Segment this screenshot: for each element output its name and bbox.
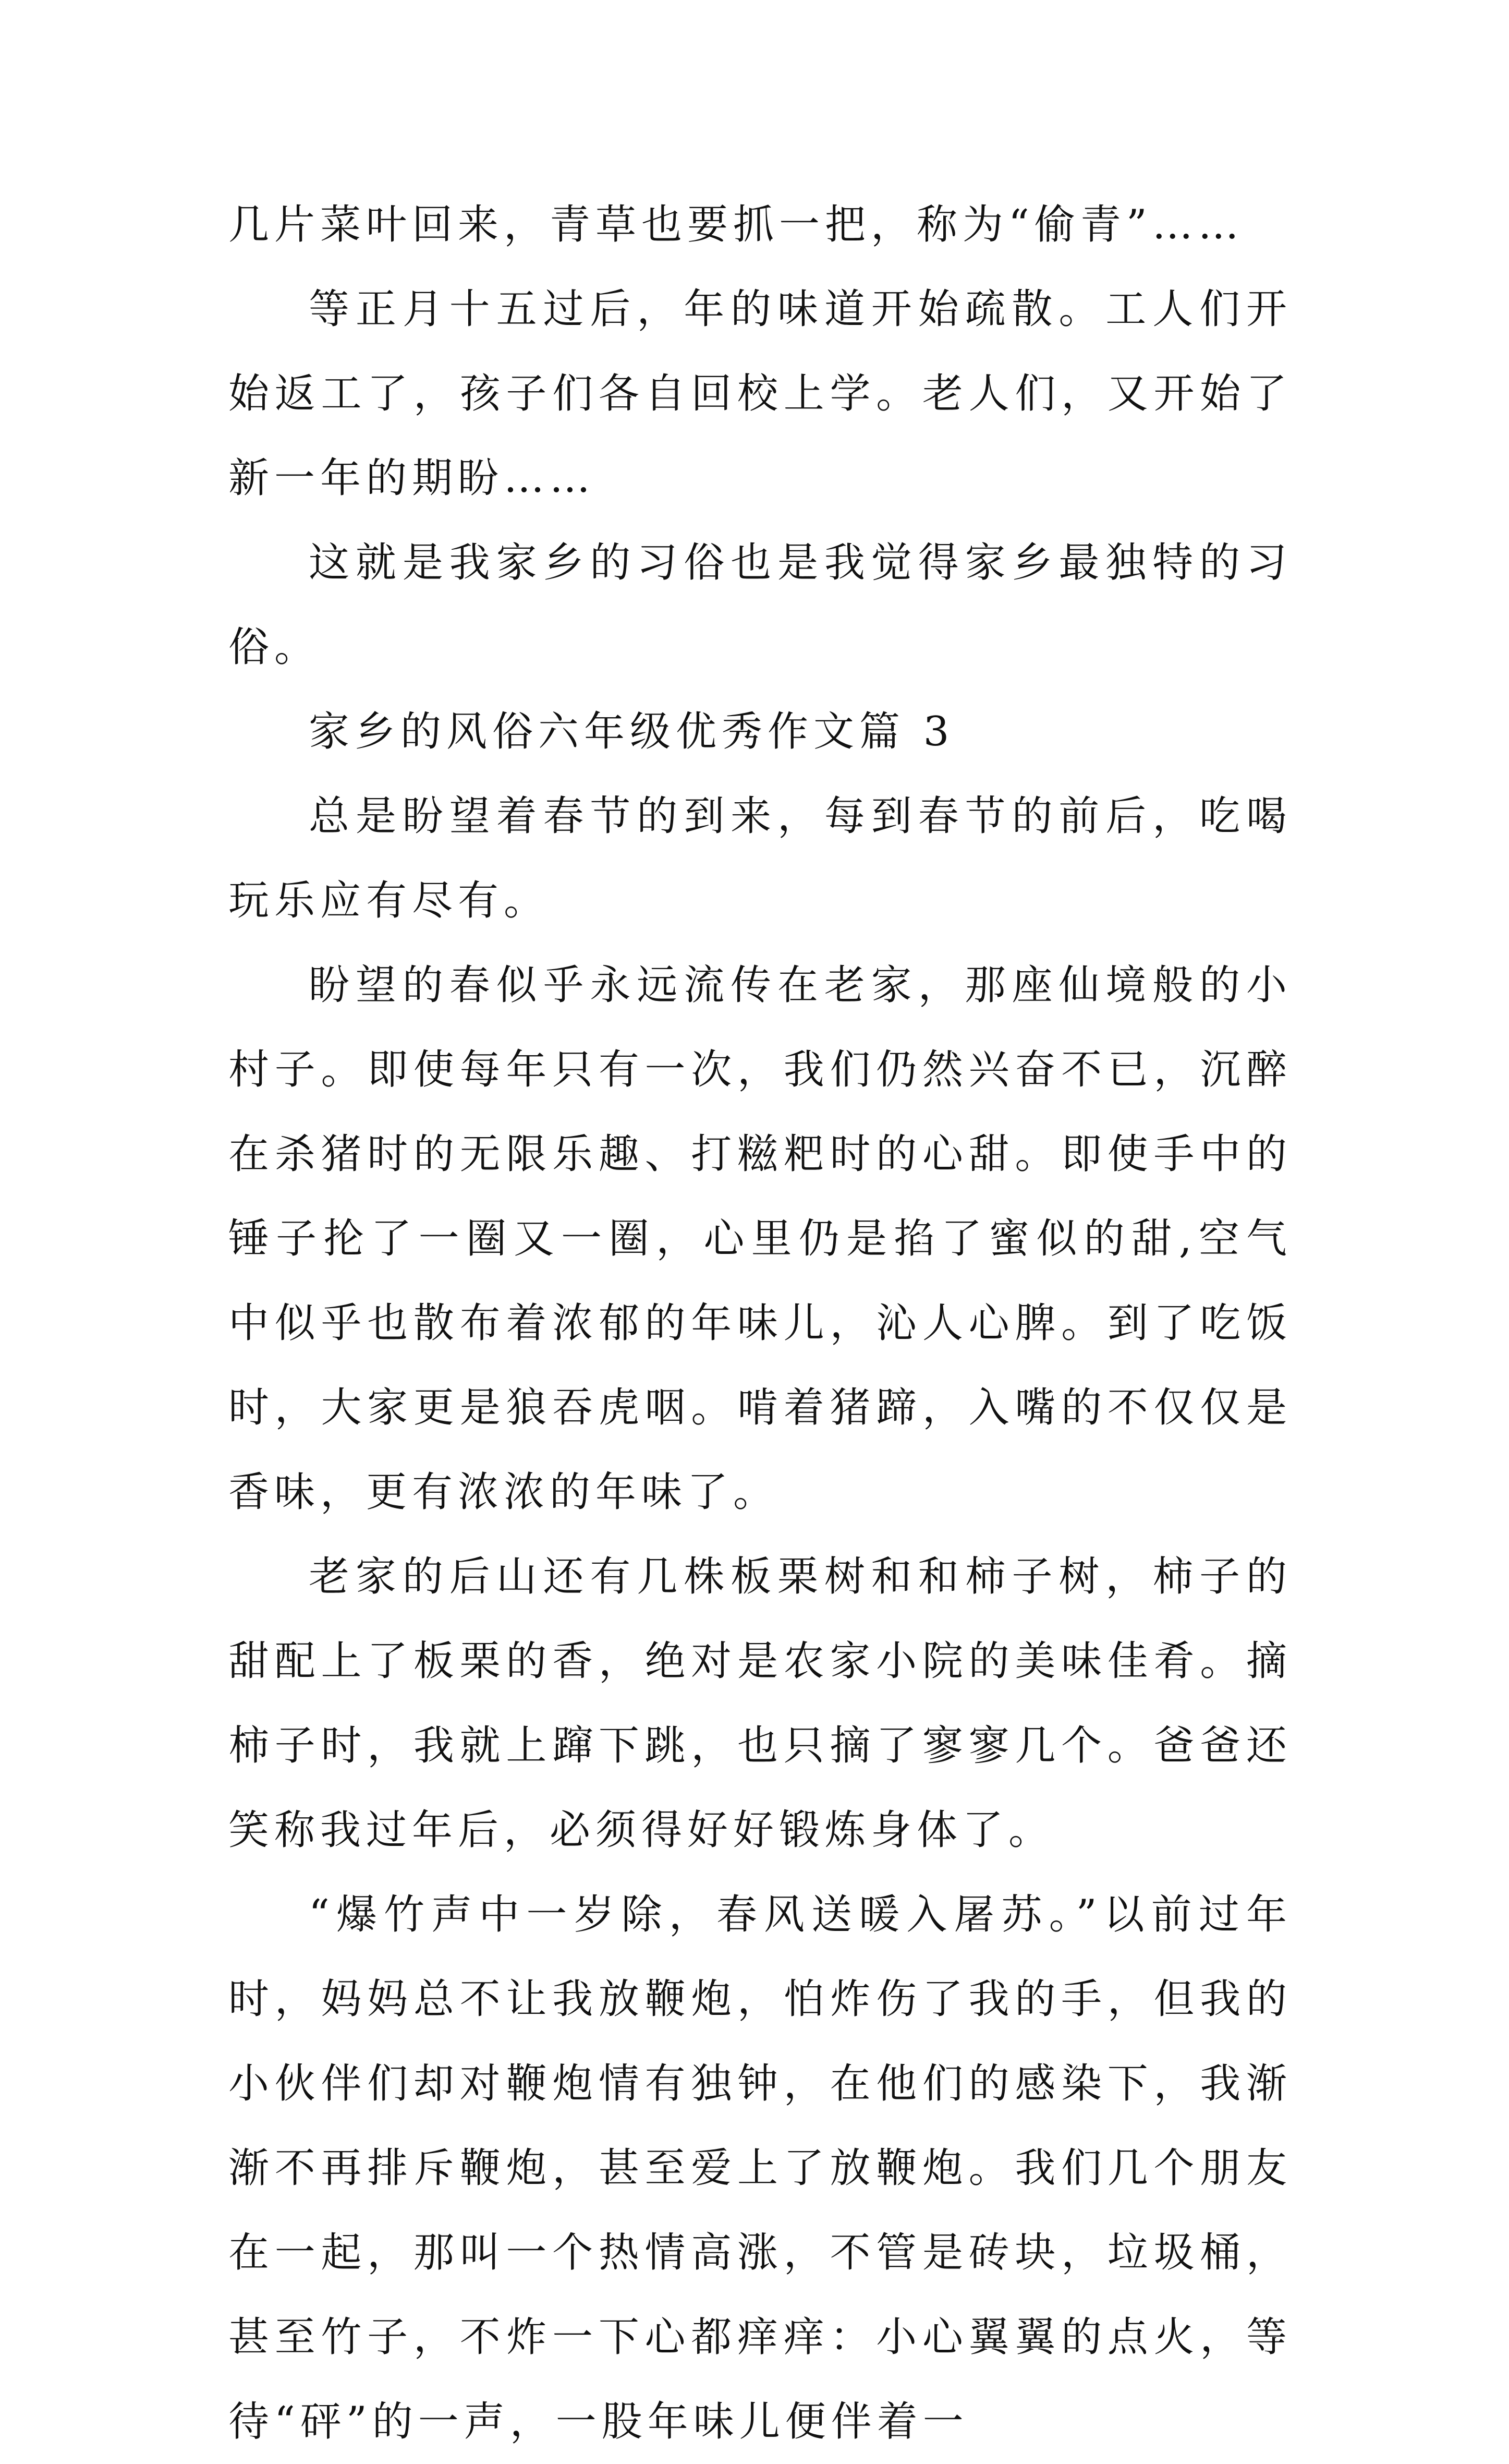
article-paragraph-village: 盼望的春似乎永远流传在老家，那座仙境般的小村子。即使每年只有一次，我们仍然兴奋不已，沉醉在杀猪时的无限乐趣、打糍粑时的心甜。即使手中的锤子抡了一圈又一圈，心里仍是掐了蜜似的甜,空气中似乎也散布着浓郁的年味儿，沁人心脾。到了吃饭时，大家更是狼吞虎咽。啃着猪蹄，入嘴的不仅仅是香味，更有浓浓的年味了。 bbox=[228, 962, 1292, 1516]
document-body bbox=[228, 183, 1292, 2464]
paragraph-custom-summary: 这就是我家乡的习俗也是我觉得家乡最独特的习俗。 bbox=[228, 539, 1292, 671]
article-paragraph-orchard: 老家的后山还有几株板栗树和和柿子树，柿子的甜配上了板栗的香，绝对是农家小院的美味佳肴。摘柿子时，我就上蹿下跳，也只摘了寥寥几个。爸爸还笑称我过年后，必须得好好锻炼身体了。 bbox=[228, 1553, 1292, 1854]
paragraph-continuation: 几片菜叶回来，青草也要抓一把，称为“偷青”…… bbox=[228, 201, 1244, 248]
article-heading: 家乡的风俗六年级优秀作文篇 3 bbox=[309, 708, 955, 755]
article-paragraph-intro: 总是盼望着春节的到来，每到春节的前后，吃喝玩乐应有尽有。 bbox=[228, 793, 1292, 924]
paragraph-festival-end: 等正月十五过后，年的味道开始疏散。工人们开始返工了，孩子们各自回校上学。老人们，又开始了新一年的期盼…… bbox=[228, 286, 1292, 502]
article-paragraph-firecrackers: “爆竹声中一岁除，春风送暖入屠苏。”以前过年时，妈妈总不让我放鞭炮，怕炸伤了我的手，但我的小伙伴们却对鞭炮情有独钟，在他们的感染下，我渐渐不再排斥鞭炮，甚至爱上了放鞭炮。我们几个朋友在一起，那叫一个热情高涨，不管是砖块，垃圾桶，甚至竹子，不炸一下心都痒痒：小心翼翼的点火，等待“砰”的一声，一股年味儿便伴着一 bbox=[228, 1891, 1292, 2445]
